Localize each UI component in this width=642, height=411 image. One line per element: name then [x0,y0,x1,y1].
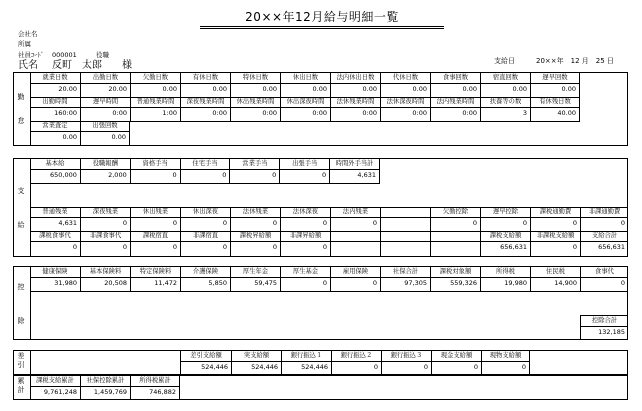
attendance-item [380,97,430,121]
payment-item [229,159,279,183]
item-label: 法休深夜 [281,207,330,218]
item-value: 132,185 [598,328,625,336]
cumulative-side-2: 計 [17,386,25,394]
department: 所属 [18,40,31,48]
payment-row-2 [30,207,628,231]
payment-item [279,159,329,183]
attendance-item [330,73,380,97]
item-value: 0 [322,243,327,251]
item-label: 法内休出日数 [331,73,380,84]
item-value: 0:00 [212,109,227,117]
pay-date: 20××年 12 月 25 日 [536,57,614,65]
item-label: 所得税累計 [131,376,179,387]
payment-item [130,159,180,183]
payment-item [180,207,230,231]
item-label: 有休日数 [181,73,230,84]
cumulative-side [15,377,27,395]
attendance-item [30,97,80,121]
payment-item [130,207,180,231]
item-label: 休出深夜時間 [281,97,330,108]
item-label: 所得税 [481,267,530,278]
item-label: 実支給額 [232,351,281,362]
item-value: 5,850 [208,279,227,287]
item-label: 役職報酬 [81,159,130,170]
item-value: 0:00 [462,109,477,117]
item-label: 時間外手当計 [330,159,379,170]
net-side-2: 引 [17,361,25,369]
item-value: 0.00 [561,85,576,93]
cumulative-row [30,376,180,399]
deduction-item [330,267,380,291]
item-label: 有休残日数 [531,97,579,108]
item-label: 食事回数 [431,73,480,84]
item-label: 支給合計 [581,231,628,242]
item-label: 課税通勤費 [531,207,580,218]
item-label [431,231,480,242]
item-value: 0 [222,171,227,179]
attendance-item [530,97,580,121]
item-label: 出張手当 [280,159,329,170]
payment-item [80,207,130,231]
cumulative-item [130,376,179,399]
attendance-item [80,73,130,97]
item-label: 扶養等の数 [481,97,530,108]
item-label: 特休日数 [231,73,280,84]
payment-item [130,231,180,256]
item-label: 厚生基金 [281,267,330,278]
item-value: 0 [472,219,477,227]
item-value: 0 [172,171,177,179]
item-value: 524,446 [251,363,278,371]
item-value: 1:00 [162,109,177,117]
attendance-item [480,97,530,121]
payment-side-2: 給 [17,221,25,229]
company-name: 会社名 [18,30,38,38]
item-label: 宿直回数 [481,73,530,84]
item-value: 0 [572,219,577,227]
item-value: 0 [222,243,227,251]
item-label: 出勤時間 [30,97,80,108]
deduction-side-2: 除 [17,317,25,325]
net-item [181,351,231,374]
name-label: 氏名 [18,60,38,71]
item-value: 20.00 [108,85,127,93]
item-label: 営業査定 [30,121,80,132]
net-item [231,351,281,374]
item-value: 4,631 [357,171,377,179]
attendance-item [80,97,130,121]
item-label: 社保合計 [381,267,430,278]
attendance-item [530,73,580,97]
item-label: 現物支給額 [482,351,529,362]
item-value: 19,980 [504,279,527,287]
item-label: 課税支給額 [481,231,530,242]
attendance-item [180,73,230,97]
item-label: 法休深夜時間 [381,97,430,108]
item-value: 524,446 [201,363,228,371]
attendance-row-2 [30,97,580,121]
deduction-item [280,267,330,291]
payment-item [530,231,580,256]
item-label: 厚生年金 [231,267,280,278]
item-value: 0 [423,363,428,371]
item-value: 0 [521,363,526,371]
payment-item [380,231,430,256]
item-label: 課税宿直 [131,231,180,242]
item-label: 現金支給額 [432,351,481,362]
payment-item [30,207,80,231]
attendance-item [280,73,330,97]
deduction-item [380,267,430,291]
item-value: 0.00 [462,85,477,93]
item-label: 出張回数 [81,121,129,132]
payment-item [480,231,530,256]
item-value: 0.00 [412,85,427,93]
divider [30,350,31,375]
item-value: 97,305 [404,279,427,287]
attendance-item [430,97,480,121]
deduction-item [180,267,230,291]
item-value: 0 [522,219,527,227]
deduction-total-item [581,316,628,339]
item-value [431,242,480,256]
attendance-item [130,97,180,121]
item-value: 0.00 [62,133,77,141]
deduction-total [580,315,628,339]
item-label: 住民税 [531,267,580,278]
item-label: 銀行振込１ [282,351,331,362]
deduction-item [80,267,130,291]
payment-item [180,159,230,183]
item-label: 課税対象額 [431,267,480,278]
item-label: 遅早回数 [531,73,579,84]
employee-code: 000001 [52,51,77,59]
payment-item [530,207,580,231]
item-label: 非課税支給額 [531,231,580,242]
deduction-side-1: 控 [17,283,25,291]
payment-item [580,231,628,256]
item-value: 0:00 [362,109,377,117]
item-value: 14,900 [554,279,577,287]
item-label: 銀行振込２ [332,351,381,362]
pay-date-label: 支給日 [494,57,515,65]
item-value: 0 [373,363,378,371]
item-value: 0.00 [512,85,527,93]
payment-item [280,207,330,231]
net-side [15,352,27,370]
item-value: 0 [272,243,277,251]
item-value: 40.00 [557,109,576,117]
payment-row-3 [30,231,628,256]
deduction-item [530,267,580,291]
attendance-item [430,73,480,97]
payment-item [230,207,280,231]
item-value: 656,631 [500,243,527,251]
item-value: 0.00 [111,133,126,141]
item-label: 介護保険 [181,267,230,278]
attendance-row-1 [30,73,580,97]
deduction-item [130,267,180,291]
item-label: 非課宿直 [181,231,230,242]
item-value [381,218,430,231]
item-value: 0 [372,279,377,287]
payment-item [30,159,80,183]
deduction-item [30,267,80,291]
item-value: 0 [322,279,327,287]
item-label: 控除合計 [581,316,628,327]
item-label: 休出深夜 [181,207,230,218]
payment-item [430,231,480,256]
item-label: 代休日数 [381,73,430,84]
item-value: 0 [172,219,177,227]
divider [30,291,628,292]
item-label: 深夜残業 [81,207,130,218]
item-value: 11,472 [154,279,177,287]
attendance-item [330,97,380,121]
item-value: 0 [122,219,127,227]
item-value: 1,459,769 [93,388,127,396]
net-item [481,351,529,374]
item-label: 課税昇給額 [231,231,280,242]
item-value [381,242,430,256]
item-value: 0 [372,219,377,227]
item-value: 524,446 [301,363,328,371]
net-item [331,351,381,374]
item-label: 社保控除累計 [81,376,130,387]
item-label: 住宅手当 [181,159,230,170]
item-label: 遅早時間 [81,97,130,108]
payment-item [30,231,80,256]
item-value: 2,000 [108,171,127,179]
item-value: 0 [572,243,577,251]
item-value: 0 [473,363,478,371]
item-label: 課税支給累計 [30,376,80,387]
item-label: 営業手当 [230,159,279,170]
net-item [431,351,481,374]
item-label: 非課食事代 [81,231,130,242]
item-label: 深夜残業時間 [181,97,230,108]
payment-item [330,207,380,231]
item-value: 3 [522,109,527,117]
item-value: 4,631 [58,219,77,227]
item-label: 基本給 [30,159,80,170]
item-value: 9,761,248 [43,388,77,396]
item-value: 0:00 [262,109,277,117]
attendance-item [30,73,80,97]
item-value: 0.00 [312,85,327,93]
item-label: 非課昇給額 [281,231,330,242]
attendance-item [480,73,530,97]
item-value: 0.00 [162,85,177,93]
item-value: 0:00 [412,109,427,117]
item-value: 160:00 [54,109,77,117]
payment-row-1 [30,159,380,183]
deduction-item [480,267,530,291]
item-label: 就業日数 [30,73,80,84]
deduction-item [230,267,280,291]
attendance-item [230,97,280,121]
employee-name: 反町 太郎 [52,60,102,71]
payment-item [230,231,280,256]
item-label: 休出残業時間 [231,97,280,108]
item-value: 0 [272,219,277,227]
item-label: 欠勤日数 [131,73,180,84]
item-value: 0 [72,243,77,251]
cumulative-side-1: 累 [17,377,25,385]
item-label: 欠勤控除 [431,207,480,218]
attendance-item [280,97,330,121]
item-value: 0.00 [212,85,227,93]
item-value: 20,508 [104,279,127,287]
payment-item [180,231,230,256]
item-value: 746,882 [149,388,176,396]
payment-side-1: 支 [17,187,25,195]
payment-item [330,231,380,256]
item-label [331,231,380,242]
item-value: 0 [322,219,327,227]
item-label [381,207,430,218]
payment-item [480,207,530,231]
item-value: 650,000 [49,171,77,179]
item-value: 0 [620,279,625,287]
item-value: 0 [172,243,177,251]
item-label: 遅早控除 [481,207,530,218]
attendance-row-3 [30,121,130,145]
payment-item [580,207,628,231]
item-label: 健康保険 [30,267,80,278]
divider [30,183,380,184]
item-value [331,242,380,256]
attendance-item [130,73,180,97]
net-item [381,351,431,374]
item-label: 法内残業 [331,207,380,218]
deduction-item [430,267,480,291]
item-label: 特定保険料 [131,267,180,278]
item-label [381,231,430,242]
cumulative-item [80,376,130,399]
item-label: 普通残業 [30,207,80,218]
item-value: 20.00 [58,85,77,93]
item-value: 0 [620,219,625,227]
item-value: 0 [122,243,127,251]
item-value: 0 [322,171,327,179]
item-value: 0 [272,171,277,179]
item-label: 出勤日数 [81,73,130,84]
item-label: 差引支給額 [181,351,231,362]
item-label: 資格手当 [131,159,180,170]
item-label: 銀行振込３ [382,351,431,362]
document-title: 20××年12月給与明細一覧 [200,8,444,27]
item-value: 559,326 [450,279,477,287]
item-label: 食事代 [581,267,628,278]
item-label: 雇用保険 [331,267,380,278]
attendance-item [230,73,280,97]
honorific: 様 [122,60,132,71]
item-value: 0:00 [112,109,127,117]
attendance-side-2: 怠 [17,117,25,125]
item-value: 31,980 [54,279,77,287]
payment-item [80,159,130,183]
deduction-item [580,267,628,291]
item-value: 59,475 [254,279,277,287]
item-label: 休出残業 [131,207,180,218]
item-value: 0 [222,219,227,227]
item-label: 休出日数 [281,73,330,84]
attendance-item [30,121,80,145]
item-label: 法休残業 [231,207,280,218]
item-value: 656,631 [598,243,625,251]
item-label: 法休残業時間 [331,97,380,108]
item-label: 課税食事代 [30,231,80,242]
deduction-row-1 [30,267,628,291]
item-value: 0:00 [312,109,327,117]
net-row [180,351,530,374]
attendance-item [80,121,130,145]
item-label: 法内残業時間 [431,97,480,108]
payment-item [430,207,480,231]
attendance-side-1: 勤 [17,93,25,101]
attendance-item [380,73,430,97]
net-item [281,351,331,374]
employee-code-label: 社員ｺｰﾄﾞ [18,51,44,59]
position-label: 役職 [96,51,109,59]
payment-item [380,207,430,231]
net-side-1: 差 [17,352,25,360]
payment-item [329,159,379,183]
payment-item [280,231,330,256]
item-label: 基本保険料 [81,267,130,278]
item-value: 0.00 [362,85,377,93]
payment-item [80,231,130,256]
cumulative-item [30,376,80,399]
item-label: 非課通勤費 [581,207,628,218]
divider [30,73,31,145]
item-label: 普通残業時間 [131,97,180,108]
item-value: 0.00 [262,85,277,93]
attendance-item [180,97,230,121]
